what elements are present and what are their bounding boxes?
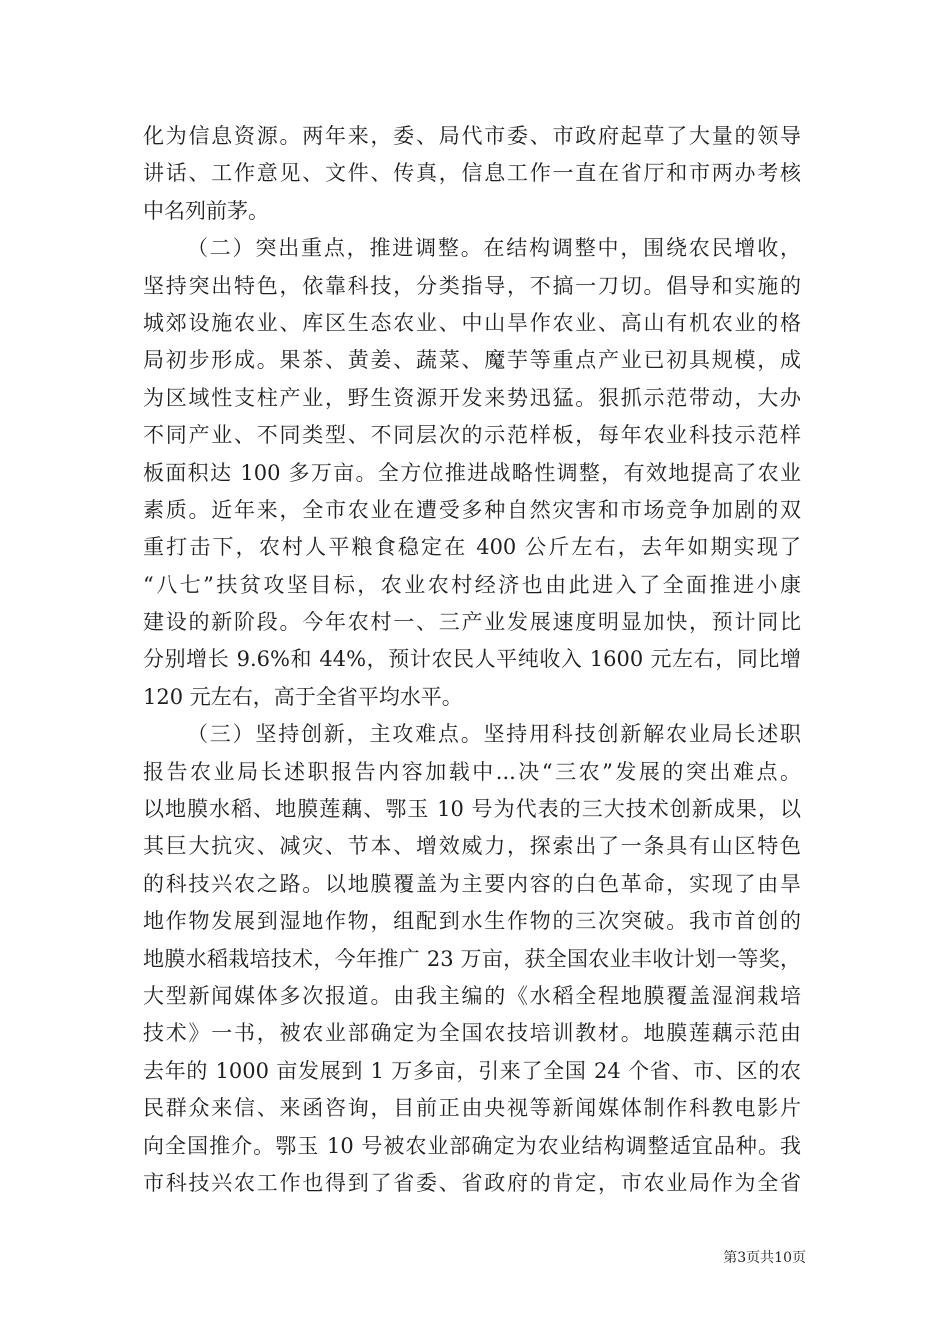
document-body (143, 118, 801, 1202)
paragraph-line: 讲话、工作意见、文件、传真，信息工作一直在省厅和市两办考核 (143, 161, 801, 186)
paragraph-line: 向全国推介。鄂玉 10 号被农业部确定为农业结构调整适宜品种。我 (143, 1133, 801, 1158)
paragraph-line: 建设的新阶段。今年农村一、三产业发展速度明显加快，预计同比 (143, 610, 801, 635)
paragraph-line: 民群众来信、来函咨询，目前正由央视等新闻媒体制作科教电影片 (143, 1096, 801, 1121)
paragraph-line: 局初步形成。果茶、黄姜、蔬菜、魔芋等重点产业已初具规模，成 (143, 348, 801, 373)
paragraph-line: 地作物发展到湿地作物，组配到水生作物的三次突破。我市首创的 (143, 909, 801, 934)
paragraph-line: 去年的 1000 亩发展到 1 万多亩，引来了全国 24 个省、市、区的农 (143, 1058, 801, 1083)
paragraph-line: 中名列前茅。 (143, 198, 269, 223)
paragraph-line: 120 元左右，高于全省平均水平。 (143, 684, 463, 709)
paragraph-line: 报告农业局长述职报告内容加载中...决“三农”发展的突出难点。 (143, 759, 801, 784)
paragraph-line: 市科技兴农工作也得到了省委、省政府的肯定，市农业局作为全省 (143, 1170, 801, 1195)
paragraph-line: 技术》一书，被农业部确定为全国农技培训教材。地膜莲藕示范由 (143, 1021, 801, 1046)
paragraph-line: 为区域性支柱产业，野生资源开发来势迅猛。狠抓示范带动，大办 (143, 385, 801, 410)
paragraph-line: （二）突出重点，推进调整。在结构调整中，围绕农民增收， (187, 236, 801, 261)
paragraph-line: 重打击下，农村人平粮食稳定在 400 公斤左右，去年如期实现了 (143, 535, 801, 560)
paragraph-line: 不同产业、不同类型、不同层次的示范样板，每年农业科技示范样 (143, 423, 801, 448)
paragraph-line: 坚持突出特色，依靠科技，分类指导，不搞一刀切。倡导和实施的 (143, 273, 801, 298)
paragraph-line: 板面积达 100 多万亩。全方位推进战略性调整，有效地提高了农业 (143, 460, 801, 485)
paragraph-line: 其巨大抗灾、减灾、节本、增效威力，探索出了一条具有山区特色 (143, 834, 801, 859)
paragraph-line: （三）坚持创新，主攻难点。坚持用科技创新解农业局长述职 (187, 722, 801, 747)
paragraph-line: 分别增长 9.6%和 44%，预计农民人平纯收入 1600 元左右，同比增 (143, 647, 801, 672)
paragraph-line: 大型新闻媒体多次报道。由我主编的《水稻全程地膜覆盖湿润栽培 (143, 983, 801, 1008)
paragraph-line: 城郊设施农业、库区生态农业、中山旱作农业、高山有机农业的格 (143, 310, 801, 335)
paragraph-line: 素质。近年来，全市农业在遭受多种自然灾害和市场竞争加剧的双 (143, 497, 801, 522)
paragraph-line: 地膜水稻栽培技术，今年推广 23 万亩，获全国农业丰收计划一等奖， (143, 946, 801, 971)
paragraph-line: 化为信息资源。两年来，委、局代市委、市政府起草了大量的领导 (143, 124, 801, 148)
paragraph-line: “八七”扶贫攻坚目标，农业农村经济也由此进入了全面推进小康 (143, 572, 801, 597)
paragraph-line: 的科技兴农之路。以地膜覆盖为主要内容的白色革命，实现了由旱 (143, 871, 801, 896)
paragraph-line: 以地膜水稻、地膜莲藕、鄂玉 10 号为代表的三大技术创新成果，以 (143, 797, 801, 822)
page-number: 第3页共10页 (723, 1250, 806, 1266)
